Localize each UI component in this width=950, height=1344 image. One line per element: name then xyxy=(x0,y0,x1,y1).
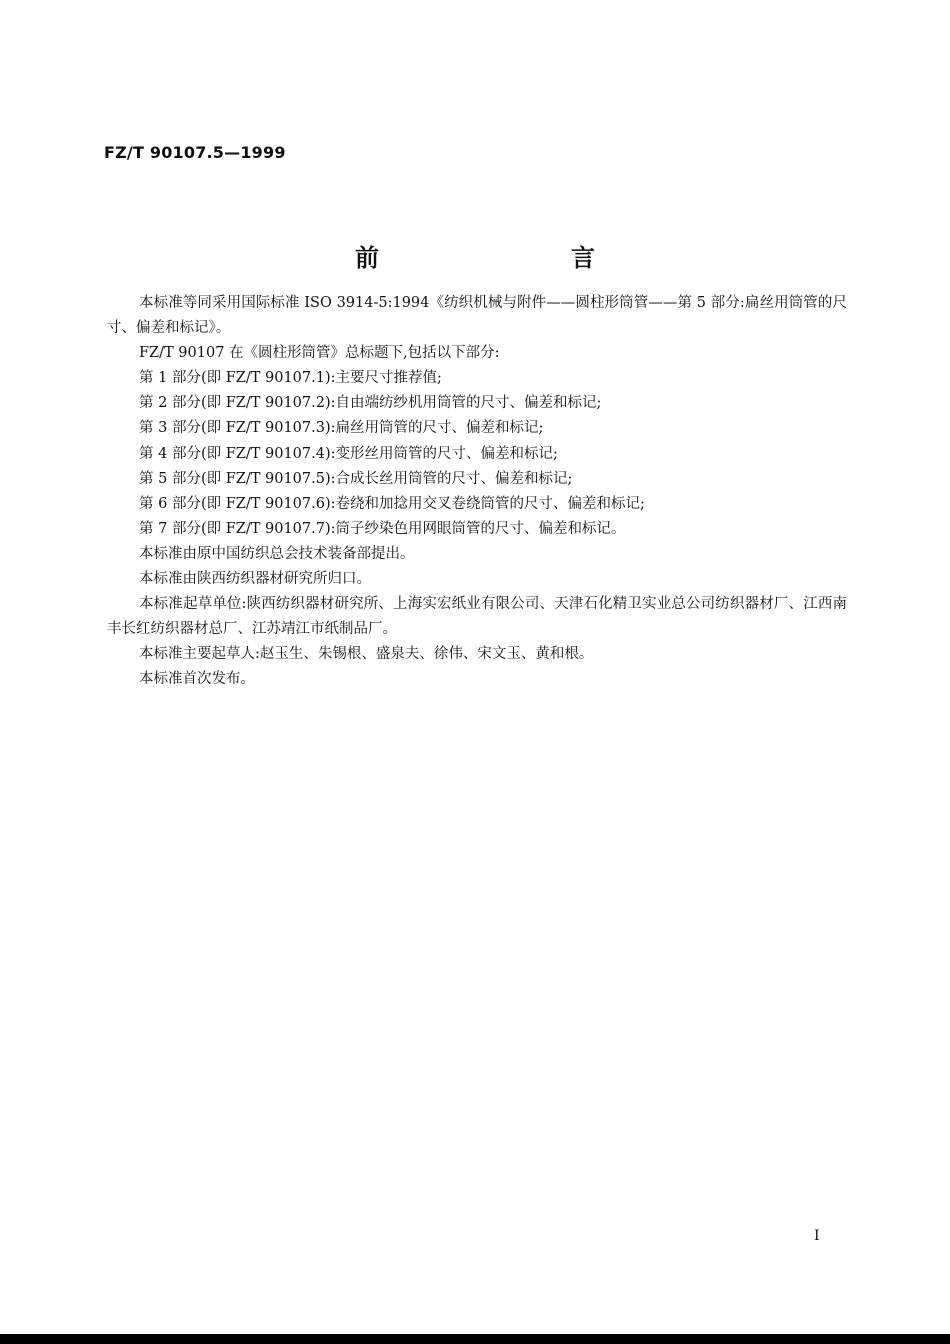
standard-code: FZ/T 90107.5—1999 xyxy=(104,143,286,162)
paragraph-first-release: 本标准首次发布。 xyxy=(139,671,255,688)
list-item-part-6: 第 6 部分(即 FZ/T 90107.6):卷绕和加捻用交叉卷绕筒管的尺寸、偏差和标记; xyxy=(139,495,645,512)
page-number: I xyxy=(814,1228,820,1244)
list-item-part-2: 第 2 部分(即 FZ/T 90107.2):自由端纺纱机用筒管的尺寸、偏差和标记; xyxy=(139,395,602,412)
list-item-part-1: 第 1 部分(即 FZ/T 90107.1):主要尺寸推荐值; xyxy=(139,370,442,387)
paragraph-adoption: 本标准等同采用国际标准 ISO 3914-5:1994《纺织机械与附件——圆柱形筒管——第 5 部分:扁丝用筒管的尺寸、偏差和标记》。 xyxy=(107,295,847,337)
paragraph-series-intro: FZ/T 90107 在《圆柱形筒管》总标题下,包括以下部分: xyxy=(139,345,500,362)
paragraph-drafting-units: 本标准起草单位:陕西纺织器材研究所、上海实宏纸业有限公司、天津石化精卫实业总公司纺织器材厂、江西南丰长红纺织器材总厂、江苏靖江市纸制品厂。 xyxy=(107,596,847,638)
paragraph-proposer: 本标准由原中国纺织总会技术装备部提出。 xyxy=(139,545,415,562)
page-title: 前 言 xyxy=(355,243,679,272)
paragraph-centralized: 本标准由陕西纺织器材研究所归口。 xyxy=(139,571,371,588)
paragraph-drafters: 本标准主要起草人:赵玉生、朱锡根、盛泉夫、徐伟、宋文玉、黄和根。 xyxy=(139,646,594,663)
list-item-part-4: 第 4 部分(即 FZ/T 90107.4):变形丝用筒管的尺寸、偏差和标记; xyxy=(139,445,558,462)
foreword-body xyxy=(107,291,847,693)
list-item-part-3: 第 3 部分(即 FZ/T 90107.3):扁丝用筒管的尺寸、偏差和标记; xyxy=(139,420,544,437)
bottom-border xyxy=(0,1334,950,1344)
list-item-part-7: 第 7 部分(即 FZ/T 90107.7):筒子纱染色用网眼筒管的尺寸、偏差和标记。 xyxy=(139,520,626,537)
list-item-part-5: 第 5 部分(即 FZ/T 90107.5):合成长丝用筒管的尺寸、偏差和标记; xyxy=(139,470,573,487)
